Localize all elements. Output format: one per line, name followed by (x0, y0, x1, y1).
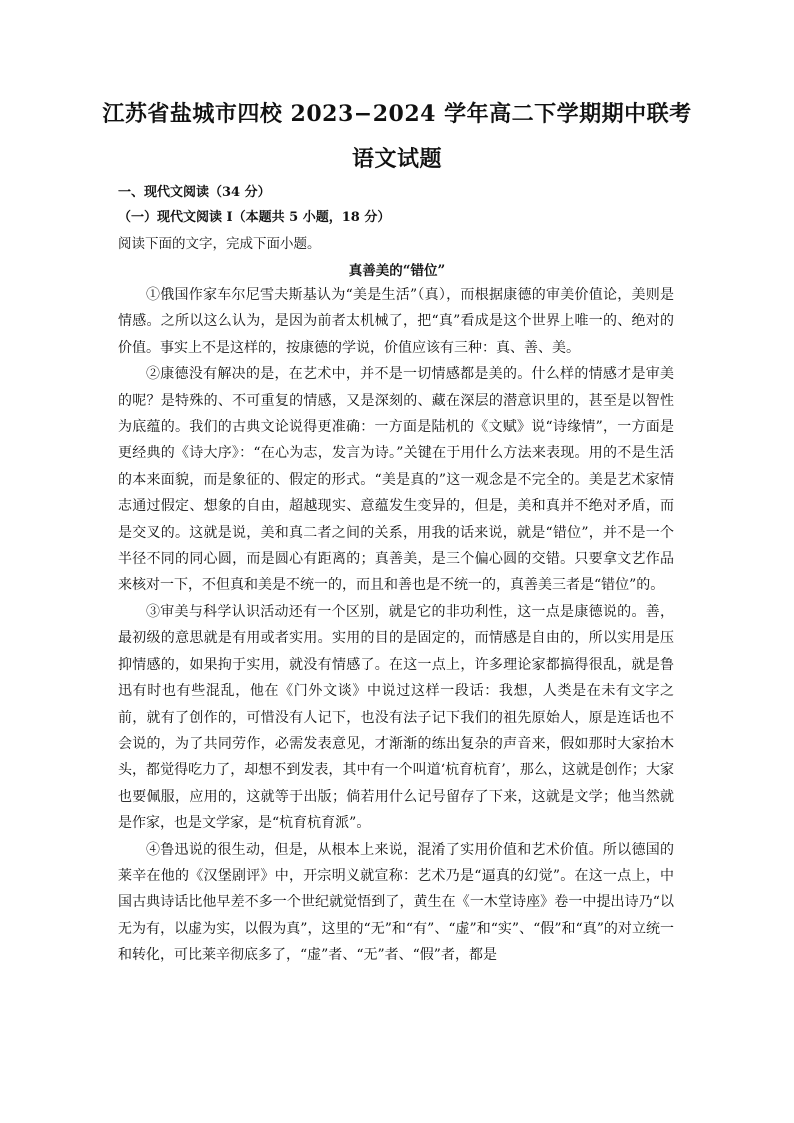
paragraph-3: ③审美与科学认识活动还有一个区别，就是它的非功利性，这一点是康德说的。善，最初级的意思就是有用或者实用。实用的目的是固定的，而情感是自由的，所以实用是压抑情感的，如果拘于实用，就没有情感了。在这一点上，许多理论家都搞得很乱，就是鲁迅有时也有些混乱，他在《门外文谈》中说过这样一段话：我想，人类是在未有文字之前，就有了创作的，可惜没有人记下，也没有法子记下我们的祖先原始人，原是连话也不会说的，为了共同劳作，必需发表意见，才渐渐的练出复杂的声音来，假如那时大家抬木头，都觉得吃力了，却想不到发表，其中有一个叫道‘杭育杭育’，那么，这就是创作；大家也要佩服，应用的，这就等于出版；倘若用什么记号留存了下来，这就是文学；他当然就是作家，也是文学家，是“杭育杭育派”。 (118, 603, 674, 832)
subsection-heading: （一）现代文阅读 I（本题共 5 小题，18 分） (118, 210, 391, 225)
section-heading: 一、现代文阅读（34 分） (118, 185, 271, 200)
exam-title: 江苏省盐城市四校 2023−2024 学年高二下学期期中联考 (102, 101, 692, 127)
paragraph-1: ①俄国作家车尔尼雪夫斯基认为“美是生活”（真），而根据康德的审美价值论，美则是情感。之所以这么认为，是因为前者太机械了，把“真”看成是这个世界上唯一的、绝对的价值。事实上不是这样的，按康德的学说，价值应该有三种：真、善、美。 (118, 287, 674, 356)
article-title: 真善美的“错位” (348, 263, 446, 279)
paragraph-4: ④鲁迅说的很生动，但是，从根本上来说，混淆了实用价值和艺术价值。所以德国的莱辛在他的《汉堡剧评》中，开宗明义就宣称：艺术乃是“逼真的幻觉”。在这一点上，中国古典诗话比他早差不多一个世纪就觉悟到了，黄生在《一木堂诗座》卷一中提出诗乃“以无为有，以虚为实，以假为真”，这里的“无”和“有”、“虚”和“实”、“假”和“真”的对立统一和转化，可比莱辛彻底多了，“虚”者、“无”者、“假”者，都是 (118, 841, 674, 964)
exam-subtitle: 语文试题 (351, 146, 442, 172)
paragraph-2: ②康德没有解决的是，在艺术中，并不是一切情感都是美的。什么样的情感才是审美的呢？是特殊的、不可重复的情感，又是深刻的、藏在深层的潜意识里的，甚至是以智性为底蕴的。我们的古典文论说得更准确：一方面是陆机的《文赋》说“诗缘情”，一方面是更经典的《诗大序》：“在心为志，发言为诗。”关键在于用什么方法来表现。用的不是生活的本来面貌，而是象征的、假定的形式。“美是真的”这一观念是不完全的。美是艺术家情志通过假定、想象的自由，超越现实、意蕴发生变异的，但是，美和真并不绝对矛盾，而是交叉的。这就是说，美和真二者之间的关系，用我的话来说，就是“错位”，并不是一个半径不同的同心圆，而是圆心有距离的；真善美，是三个偏心圆的交错。只要拿文艺作品来核对一下，不但真和美是不统一的，而且和善也是不统一的，真善美三者是“错位”的。 (118, 366, 674, 594)
instruction-text: 阅读下面的文字，完成下面小题。 (118, 236, 321, 252)
article-body (118, 282, 674, 969)
